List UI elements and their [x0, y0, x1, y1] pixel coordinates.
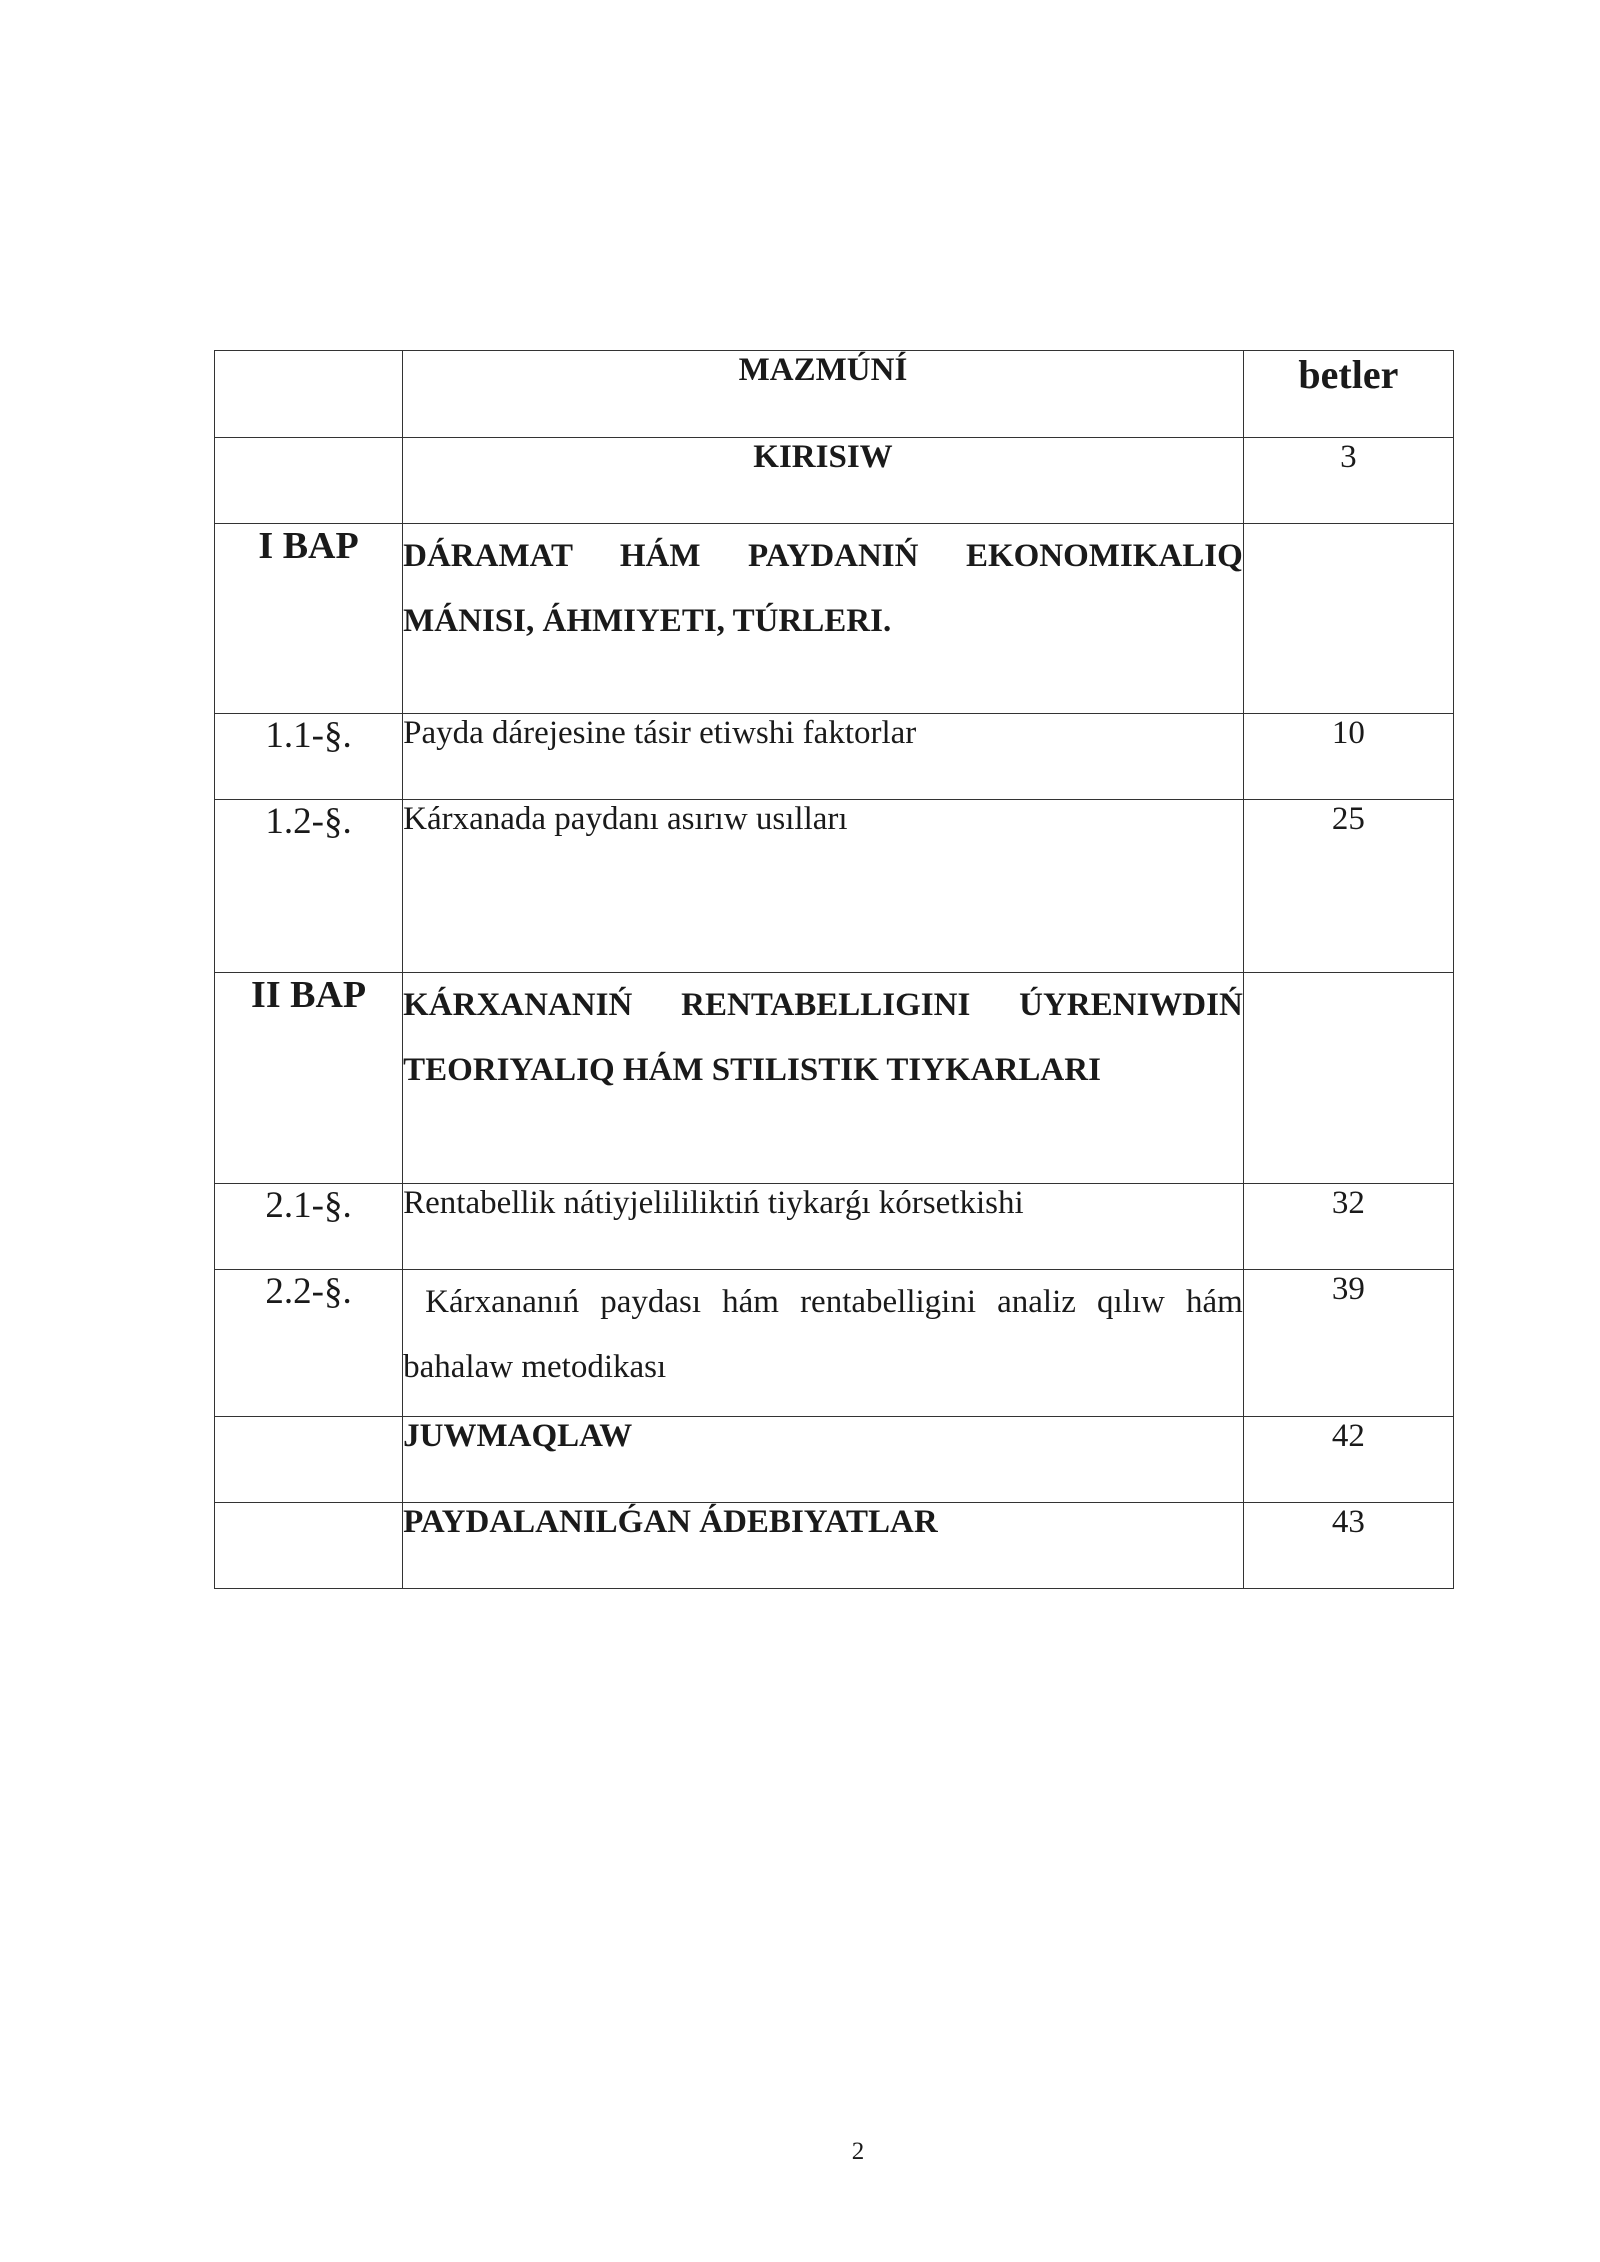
toc-row-number: 2.1-§. — [215, 1184, 403, 1270]
toc-row-chapter-1 — [215, 524, 1454, 714]
toc-header-number — [215, 351, 403, 438]
toc-row-page — [1243, 973, 1453, 1184]
toc-row-number — [215, 438, 403, 524]
toc-row-page: 10 — [1243, 714, 1453, 800]
toc-row-page: 25 — [1243, 800, 1453, 973]
toc-header-title: MAZMÚNÍ — [403, 351, 1244, 438]
toc-row-page: 32 — [1243, 1184, 1453, 1270]
toc-row-chapter-2 — [215, 973, 1454, 1184]
toc-row-section-1-2 — [215, 800, 1454, 973]
toc-row-title: JUWMAQLAW — [403, 1417, 1244, 1503]
toc-header-page: betler — [1243, 351, 1453, 438]
toc-row-title: Kárxanada paydanı asırıw usılları — [403, 800, 1244, 973]
toc-header-row — [215, 351, 1454, 438]
toc-row-page — [1243, 524, 1453, 714]
toc-row-number: 1.2-§. — [215, 800, 403, 973]
toc-row-title: KÁRXANANIŃ RENTABELLIGINI ÚYRENIWDIŃ TEORIYALIQ HÁM STILISTIK TIYKARLARI — [403, 973, 1244, 1184]
toc-row-page: 39 — [1243, 1270, 1453, 1417]
toc-row-conclusion — [215, 1417, 1454, 1503]
toc-row-number: 1.1-§. — [215, 714, 403, 800]
toc-row-title: KIRISIW — [403, 438, 1244, 524]
toc-row-section-1-1 — [215, 714, 1454, 800]
toc-row-title: Payda dárejesine tásir etiwshi faktorlar — [403, 714, 1244, 800]
toc-row-title: DÁRAMAT HÁM PAYDANIŃ EKONOMIKALIQ MÁNISI, ÁHMIYETI, TÚRLERI. — [403, 524, 1244, 714]
toc-row-number: II BAP — [215, 973, 403, 1184]
toc-row-section-2-2 — [215, 1270, 1454, 1417]
toc-row-title: Rentabellik nátiyjelililiktiń tiykarǵı kórsetkishi — [403, 1184, 1244, 1270]
toc-row-number — [215, 1503, 403, 1589]
toc-row-title: PAYDALANILǴAN ÁDEBIYATLAR — [403, 1503, 1244, 1589]
toc-row-number: 2.2-§. — [215, 1270, 403, 1417]
page-number: 2 — [851, 2138, 865, 2165]
toc-row-title: Kárxananıń paydası hám rentabelligini analiz qılıw hám bahalaw metodikası — [403, 1270, 1244, 1417]
table-of-contents — [214, 350, 1454, 1589]
toc-row-references — [215, 1503, 1454, 1589]
toc-row-section-2-1 — [215, 1184, 1454, 1270]
toc-row-page: 42 — [1243, 1417, 1453, 1503]
toc-row-page: 3 — [1243, 438, 1453, 524]
toc-row-number — [215, 1417, 403, 1503]
toc-row-page: 43 — [1243, 1503, 1453, 1589]
toc-row-intro — [215, 438, 1454, 524]
toc-row-number: I BAP — [215, 524, 403, 714]
